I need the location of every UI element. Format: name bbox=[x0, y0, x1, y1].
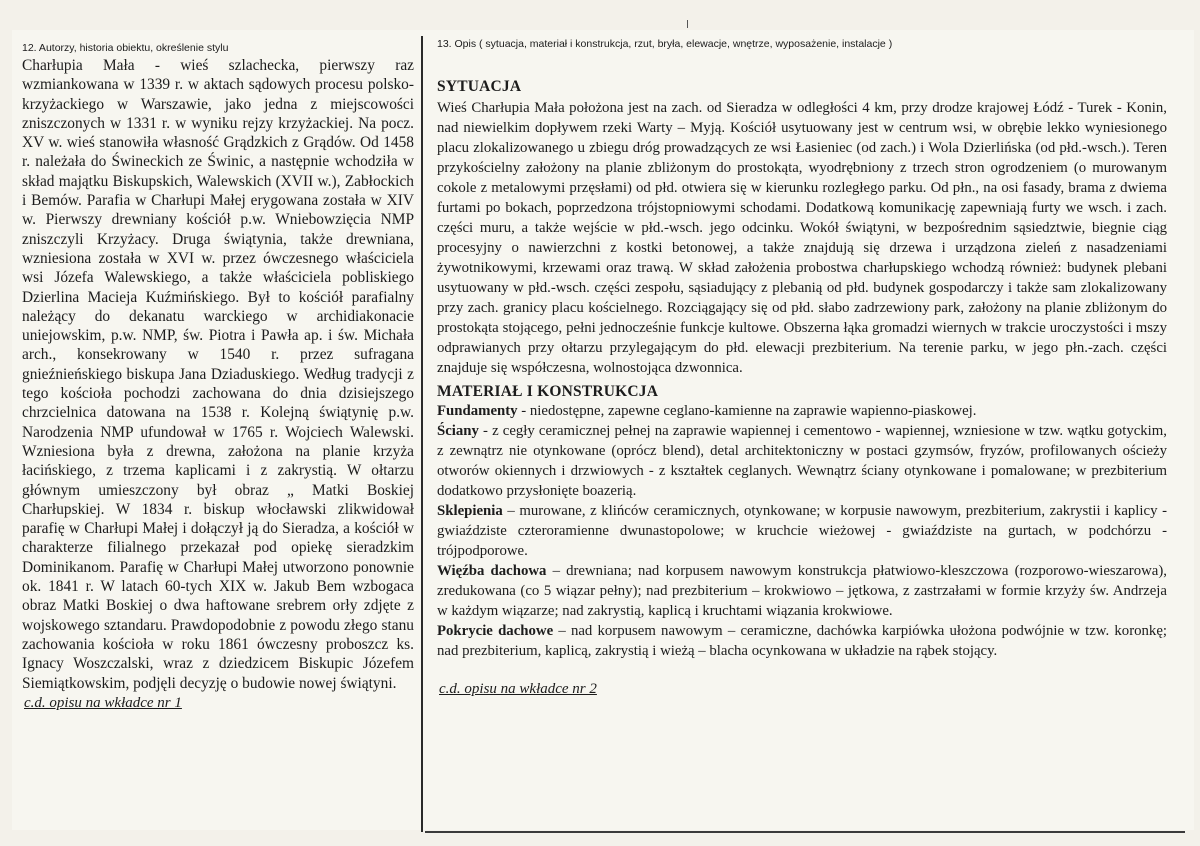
bottom-rule bbox=[425, 831, 1185, 833]
material-item-pokrycie bbox=[437, 621, 1167, 661]
material-desc: – murowane, z klińców ceramicznych, otynkowane; w korpusie nawowym, prezbiterium, zakrystii i kaplicy - gwiaździste czteroramienne dwunastopolowe; w kruchcie wieżowej - gwiaździste na gurtach, w podchórzu - trójpodporowe. bbox=[437, 503, 1167, 559]
material-item-sklepienia bbox=[437, 501, 1167, 561]
material-desc: – nad korpusem nawowym – ceramiczne, dachówka karpiówka ułożona podwójnie w tzw. koronkę; nad prezbiterium, kaplicą, zakrystią i wieżą – blacha ocynkowana w układzie na rąbek stojący. bbox=[437, 623, 1168, 659]
description-header: 13. Opis ( sytuacja, materiał i konstrukcja, rzut, bryła, elewacje, wnętrze, wyposażenie, instalacje ) bbox=[437, 38, 893, 50]
material-desc: – drewniana; nad korpusem nawowym konstrukcja płatwiowo-kleszczowa (rozporowo-wieszarowa), zredukowana (co 5 wiązar pełny); nad prezbiterium – krokwiowo – jętkowa, z zastrzałami w formie krzyży św. Andrzeja w każdym wiązarze; nad zakrystią, kaplicą i kruchtami wiązania krokwiowe. bbox=[437, 563, 1167, 619]
continued-note-2: c.d. opisu na wkładce nr 2 bbox=[439, 681, 597, 697]
material-item-sciany bbox=[437, 421, 1167, 501]
material-term: Sklepienia bbox=[437, 503, 503, 519]
situation-text: Wieś Charłupia Mała położona jest na zach. od Sieradza w odległości 4 km, przy drodze krajowej Łódź - Turek - Konin, nad niewielkim dopływem rzeki Warty – Myją. Kościół usytuowany jest w centrum wsi, w obrębie lekko wyniesionego placu zlokalizowanego u zbiegu dróg prowadzących ze wsi Łasieniec (od zach.) i Wola Dzierlińska (od płd.-wsch.). Teren przykościelny założony na planie zbliżonym do prostokąta, wyodrębniony z trzech stron ogrodzeniem (o murowanym cokole z metalowymi przęsłami) od płd. otwiera się w kierunku rozległego parku. Od płn., na osi fasady, brama z dwiema furtami po bokach, poprzedzona trójstopniowymi schodami. Dodatkową komunikację zapewniają furty we wsch. i zach. części muru, a także wejście w płd.-wsch. jego odcinku. Wokół świątyni, w bezpośrednim sąsiedztwie, biegnie ciąg procesyjny o nawierzchni z kostki betonowej, a także znajdują się drzewa i urządzona zieleń z nasadzeniami żywotnikowymi, krzewami oraz trawą. W skład założenia probostwa charłupskiego wchodzą również: budynek plebani usytuowany w płd.-wsch. części zespołu, sąsiadujący z plebanią od płd. budynek gospodarczy i także sam zlokalizowany przy zach. granicy placu kościelnego. Rozciągający się od płd. słabo zadrzewiony park, założony na planie zbliżonym do prostokąta stojącego, pełni jednocześnie funkcje kultowe. Obszerna łąka gromadzi wiernych w trakcie uroczystości i mszy odprawianych przy ołtarzu przylegającym do płd. elewacji prezbiterium. Na terenie parku, w jego płn.-zach. części znajduje się współczesna, wolnostojąca dzwonnica. bbox=[437, 100, 1167, 376]
material-item-fundamenty bbox=[437, 401, 1167, 421]
continued-note-1: c.d. opisu na wkładce nr 1 bbox=[24, 694, 182, 711]
history-column bbox=[22, 42, 414, 712]
material-term: Fundamenty bbox=[437, 403, 518, 419]
column-divider bbox=[421, 36, 423, 832]
material-heading: MATERIAŁ I KONSTRUKCJA bbox=[437, 383, 659, 400]
material-desc: - niedostępne, zapewne ceglano-kamienne na zaprawie wapienno-piaskowej. bbox=[517, 403, 977, 419]
material-term: Ściany bbox=[437, 423, 479, 439]
history-header: 12. Autorzy, historia obiektu, określenie stylu bbox=[22, 42, 229, 54]
situation-heading: SYTUACJA bbox=[437, 78, 522, 95]
material-desc: - z cegły ceramicznej pełnej na zaprawie wapiennej i cementowo - wapiennej, wzniesione w tzw. wątku gotyckim, z zewnątrz nie otynkowane (oprócz blend), detal architektoniczny w postaci gzymsów, fryzów, profilowanych ościeży otworów okiennych i drzwiowych - z kształtek ceglanych. Wewnątrz ściany otynkowane i pomalowane; w prezbiterium dodatkowo przysłonięte boazerią. bbox=[437, 423, 1167, 499]
material-item-wiezba bbox=[437, 561, 1167, 621]
material-term: Pokrycie dachowe bbox=[437, 623, 554, 639]
scan-mark bbox=[687, 20, 688, 28]
material-list bbox=[437, 401, 1167, 661]
description-column bbox=[437, 38, 1167, 698]
material-term: Więźba dachowa bbox=[437, 563, 547, 579]
history-text: Charłupia Mała - wieś szlachecka, pierwszy raz wzmiankowana w 1339 r. w aktach sądowych procesu polsko-krzyżackiego w Warszawie, jako jedna z miejscowości zniszczonych w 1331 r. w wyniku rejzy krzyżackiej. Na pocz. XV w. wieś stanowiła własność Grądzkich z Grądów. Od 1458 r. należała do Świneckich ze Świnic, a następnie wchodziła w skład majątku Biskupskich, Walewskich (XVII w.), Zabłockich i Bemów. Parafia w Charłupi Małej erygowana została w XIV w. Pierwszy drewniany kościół p.w. Wniebowzięcia NMP zniszczyli Krzyżacy. Druga świątynia, także drewniana, wzniesiona została w XVI w. przez ówczesnego właściciela wsi Józefa Walewskiego, a także właściciela pobliskiego Dzierlina Macieja Kuźmińskiego. Był to kościół parafialny należący do dekanatu warckiego w archidiakonacie uniejowskim, p.w. NMP, św. Piotra i Pawła ap. i św. Michała arch., konsekrowany w 1540 r. przez sufragana gnieźnieńskiego biskupa Jana Dziaduskiego. Według tradycji z tego kościoła pochodzi zachowana do dnia dzisiejszego chrzcielnica datowana na 1538 r. Kolejną świątynię p.w. Narodzenia NMP ufundował w 1765 r. Wojciech Walewski. Wzniesiona była z drewna, założona na planie krzyża łacińskiego, z trzema kaplicami i z zakrystią. W ołtarzu głównym umieszczony był obraz „ Matki Boskiej Charłupskiej. W 1834 r. biskup włocławski zlikwidował parafię w Charłupi Małej i dołączył ją do Sieradza, a kościół w charakterze filialnego przekazał pod opiekę sieradzkim Dominikanom. Parafię w Charłupi Małej utworzono ponownie ok. 1841 r. W latach 60-tych XIX w. Jakub Bem wzbogaca obraz Matki Boskiej o dwa haftowane srebrem orły zdjęte z wojskowego sztandaru. Prawdopodobnie z powodu złego stanu zachowania kościoła w roku 1861 ówczesny proboszcz ks. Ignacy Woszczalski, wraz z dziedzicem Biskupic Józefem Siemiątkowskim, podjęli decyzję o budowie nowej świątyni. bbox=[22, 57, 414, 692]
